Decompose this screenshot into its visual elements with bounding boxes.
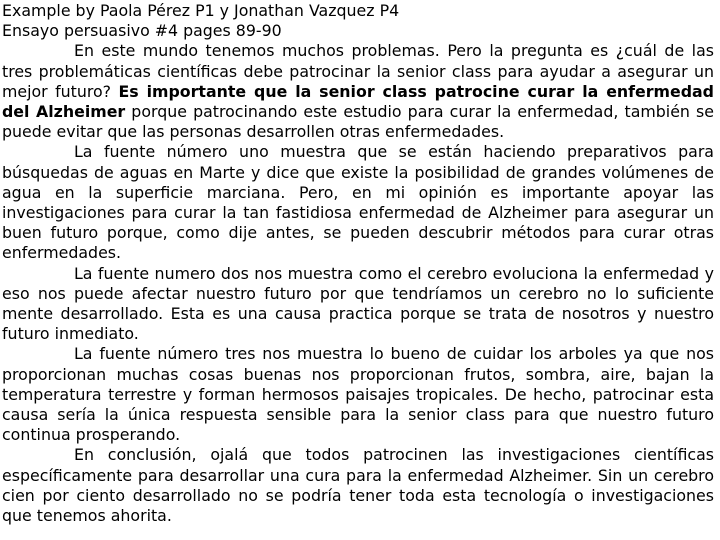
body-paragraph-2: La fuente numero dos nos muestra como el cerebro evoluciona la enfermedad y eso nos puede afectar nuestro futuro por que tendríamos un cerebro no lo suficiente mente desarrollado. Esta es una causa practica porque se trata de nosotros y nuestro futuro inmediato. [2, 263, 714, 344]
assignment-line: Ensayo persuasivo #4 pages 89-90 [2, 21, 282, 41]
body-paragraph-3: La fuente número tres nos muestra lo bueno de cuidar los arboles ya que nos proporcionan muchas cosas buenas nos proporcionan frutos, sombra, aire, bajan la temperatura terrestre y forman hermosos paisajes tropicales. De hecho, patrocinar esta causa sería la única respuesta sensible para la senior class para que nuestro futuro continua prosperando. [2, 344, 714, 445]
intro-text: En este mundo tenemos muchos problemas. Pero la pregunta es ¿cuál de las tres problemáticas científicas debe patrocinar la senior class para ayudar a asegurar un mejor futuro? [2, 41, 714, 101]
thesis-statement: Es importante que la senior class patrocine curar la enfermedad del Alzheimer [2, 81, 714, 122]
author-line: Example by Paola Pérez P1 y Jonathan Vazquez P4 [2, 1, 400, 20]
intro-text-end: porque patrocinando este estudio para curar la enfermedad, también se puede evitar que las personas desarrollen otras enfermedades. [2, 102, 714, 142]
body-paragraph-1: La fuente número uno muestra que se están haciendo preparativos para búsquedas de aguas en Marte y dice que existe la posibilidad de grandes volúmenes de agua en la superficie marciana. Pero, en mi opinión es importante apoyar las investigaciones para curar la tan fastidiosa enfermedad de Alzheimer para asegurar un buen futuro porque, como dije antes, se pueden descubrir métodos para curar otras enfermedades. [2, 142, 714, 263]
essay-document [2, 1, 714, 526]
conclusion-paragraph: En conclusión, ojalá que todos patrocinen las investigaciones científicas específicamente para desarrollar una cura para la enfermedad Alzheimer. Sin un cerebro cien por ciento desarrollado no se podría tener toda esta tecnología o investigaciones que tenemos ahorita. [2, 445, 714, 526]
intro-paragraph [2, 41, 714, 142]
